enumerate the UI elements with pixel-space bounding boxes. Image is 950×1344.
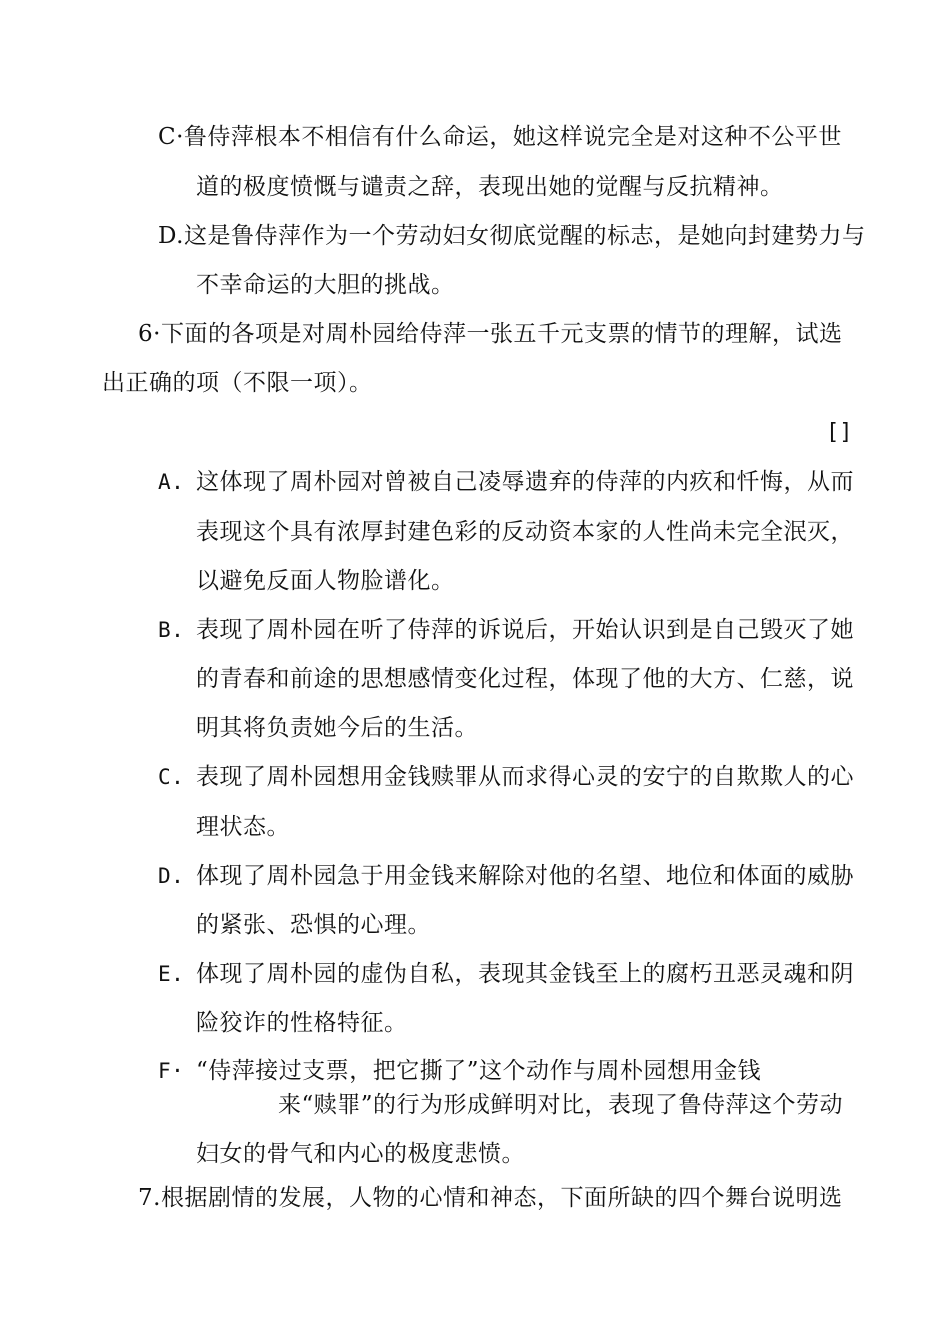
q6-option-c-line1	[158, 762, 854, 792]
q6-option-a-line2: 表现这个具有浓厚封建色彩的反动资本家的人性尚未完全泯灭，	[196, 519, 854, 545]
q6-option-e-line1	[158, 959, 854, 989]
q5-option-c-line1	[158, 122, 842, 152]
q6-option-f-line3: 妇女的骨气和内心的极度悲愤。	[196, 1141, 525, 1167]
q6-option-c-label: C.	[158, 765, 185, 789]
q5-option-d-label: D.	[158, 223, 184, 249]
q6-option-a-label: A.	[158, 470, 185, 494]
q6-answer-bracket: []	[826, 420, 853, 445]
q6-stem-line2: 出正确的项（不限一项）。	[102, 370, 373, 396]
q6-option-e-line2: 险狡诈的性格特征。	[196, 1010, 408, 1036]
q7-stem-text1: 根据剧情的发展，人物的心情和神态，下面所缺的四个舞台说明选	[160, 1185, 843, 1211]
q6-option-c-text1: 表现了周朴园想用金钱赎罪从而求得心灵的安宁的自欺欺人的心	[196, 764, 854, 790]
q6-option-f-label: F·	[158, 1059, 185, 1083]
q5-option-c-line2: 道的极度愤慨与谴责之辞，表现出她的觉醒与反抗精神。	[196, 174, 784, 200]
q6-option-b-line3: 明其将负责她今后的生活。	[196, 715, 478, 741]
q6-option-f-text1: “侍萍接过支票，把它撕了”这个动作与周朴园想用金钱	[196, 1058, 762, 1084]
q6-option-d-line2: 的紧张、恐惧的心理。	[196, 912, 431, 938]
q6-option-a-line3: 以避免反面人物脸谱化。	[196, 568, 455, 594]
q7-number: 7.	[138, 1185, 161, 1211]
q7-stem-line1	[138, 1183, 842, 1213]
q6-option-a-text1: 这体现了周朴园对曾被自己凌辱遗弃的侍萍的内疚和忏悔，从而	[196, 469, 854, 495]
q6-option-e-label: E.	[158, 962, 185, 986]
q6-option-f-line1	[158, 1056, 761, 1086]
q6-stem-line1	[138, 319, 842, 349]
q6-number: 6·	[138, 321, 161, 347]
q6-option-f-line2: 来“赎罪”的行为形成鲜明对比，表现了鲁侍萍这个劳动	[278, 1092, 844, 1118]
q5-option-d-line1	[158, 221, 865, 251]
q6-stem-text1: 下面的各项是对周朴园给侍萍一张五千元支票的情节的理解，试选	[160, 321, 843, 347]
q6-option-d-line1	[158, 861, 854, 891]
q6-option-b-text1: 表现了周朴园在听了侍萍的诉说后，开始认识到是自己毁灭了她	[196, 617, 854, 643]
q6-option-d-text1: 体现了周朴园急于用金钱来解除对他的名望、地位和体面的威胁	[196, 863, 854, 889]
q6-option-d-label: D.	[158, 864, 185, 888]
q6-option-a-line1	[158, 467, 854, 497]
q5-option-c-label: C·	[158, 124, 184, 150]
q6-option-b-line1	[158, 615, 854, 645]
q6-option-b-line2: 的青春和前途的思想感情变化过程，体现了他的大方、仁慈，说	[196, 666, 854, 692]
q6-option-c-line2: 理状态。	[196, 814, 290, 840]
q5-option-d-text1: 这是鲁侍萍作为一个劳动妇女彻底觉醒的标志，是她向封建势力与	[183, 223, 866, 249]
q5-option-d-line2: 不幸命运的大胆的挑战。	[196, 272, 455, 298]
q6-option-e-text1: 体现了周朴园的虚伪自私，表现其金钱至上的腐朽丑恶灵魂和阴	[196, 961, 854, 987]
q6-option-b-label: B.	[158, 618, 185, 642]
q5-option-c-text1: 鲁侍萍根本不相信有什么命运，她这样说完全是对这种不公平世	[183, 124, 842, 150]
